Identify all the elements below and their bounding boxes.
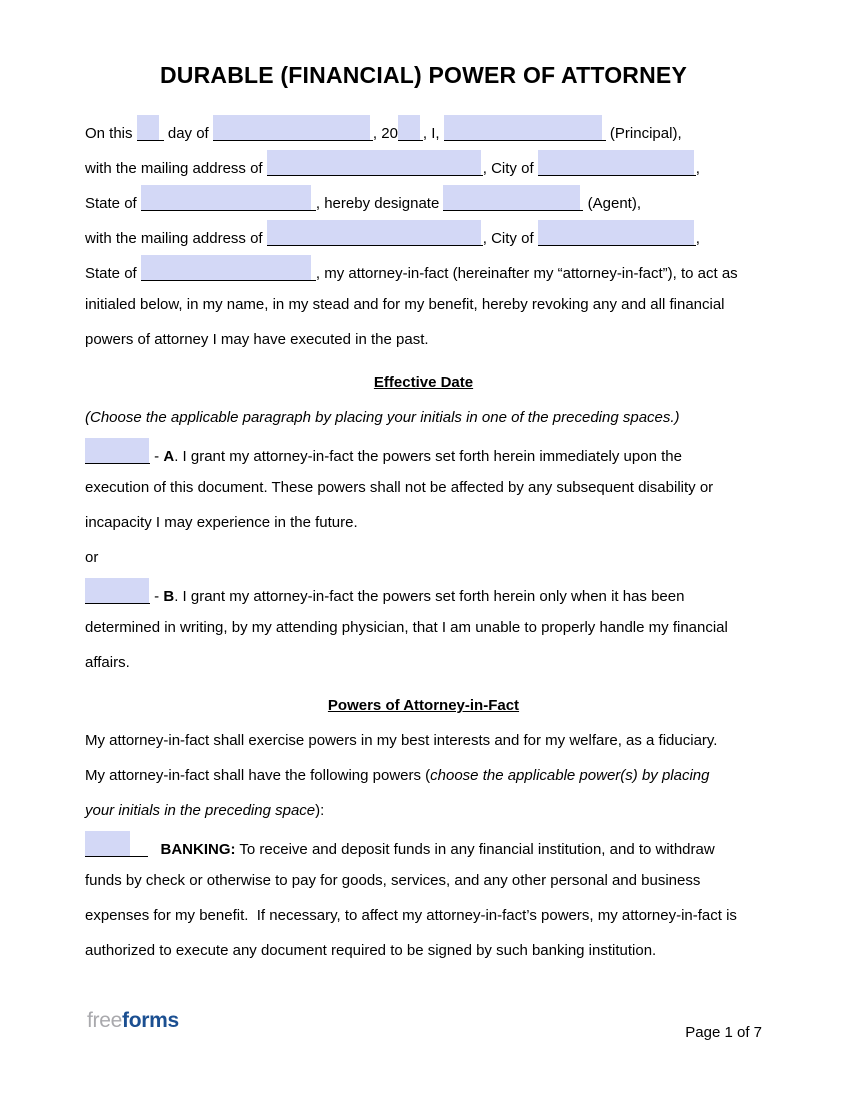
- text-run: My attorney-in-fact shall exercise powers in my best interests and for my welfare, as a fiduciary.: [85, 732, 718, 749]
- field-highlight: [85, 438, 149, 463]
- freeforms-logo: [87, 1008, 179, 1034]
- text-run: , I,: [422, 125, 444, 142]
- field-highlight: [443, 185, 580, 210]
- text-run: determined in writing, by my attending physician, that I am unable to properly handle my financial: [85, 619, 728, 636]
- heading-text: Effective Date: [373, 374, 474, 391]
- text-run: initialed below, in my name, in my stead and for my benefit, hereby revoking any and all financial: [85, 296, 725, 313]
- text-run: execution of this document. These powers shall not be affected by any subsequent disability or: [85, 479, 714, 496]
- text-run: State of: [85, 195, 141, 212]
- text-run: or: [85, 549, 99, 566]
- opening-line-4: [85, 217, 762, 252]
- banking-line-2: [85, 863, 762, 898]
- text-run: (Agent),: [583, 195, 641, 212]
- or-line: [85, 540, 762, 575]
- year-field[interactable]: [398, 115, 423, 141]
- banking-initials-field[interactable]: [85, 831, 148, 857]
- text-run: State of: [85, 265, 141, 282]
- text-run: with the mailing address of: [85, 230, 267, 247]
- effective-date-heading: [85, 365, 762, 400]
- text-run: incapacity I may experience in the future.: [85, 514, 358, 531]
- text-run: with the mailing address of: [85, 160, 267, 177]
- field-highlight: [267, 220, 481, 245]
- opening-line-2: [85, 147, 762, 182]
- heading-text: Powers of Attorney-in-Fact: [327, 697, 520, 714]
- powers-heading: [85, 688, 762, 723]
- agent-name-field[interactable]: [443, 185, 583, 211]
- text-run: , City of: [482, 160, 538, 177]
- banking-line-3: [85, 898, 762, 933]
- text-run: , hereby designate: [315, 195, 444, 212]
- field-highlight: [213, 115, 370, 140]
- text-run: . I grant my attorney-in-fact the powers set forth herein only when it has been: [174, 588, 685, 605]
- agent-address-field[interactable]: [267, 220, 483, 246]
- powers-intro-line-1: [85, 723, 762, 758]
- document-title: DURABLE (FINANCIAL) POWER OF ATTORNEY: [160, 62, 687, 88]
- option-b-line-2: [85, 610, 762, 645]
- agent-city-field[interactable]: [538, 220, 696, 246]
- option-b-initials-field[interactable]: [85, 578, 150, 604]
- text-run: (Choose the applicable paragraph by placing your initials in one of the preceding spaces.): [85, 409, 680, 426]
- banking-line-4: [85, 933, 762, 968]
- field-highlight: [85, 831, 130, 856]
- principal-name-field[interactable]: [444, 115, 606, 141]
- day-field[interactable]: [137, 115, 164, 141]
- text-run: , 20: [372, 125, 398, 142]
- option-b-line-1: [85, 575, 762, 610]
- text-run: A: [163, 448, 175, 465]
- logo-text-forms: forms: [122, 1009, 179, 1032]
- option-a-line-3: [85, 505, 762, 540]
- text-run: , City of: [482, 230, 538, 247]
- text-run: choose the applicable power(s) by placing: [430, 767, 710, 784]
- text-run: powers of attorney I may have executed in the past.: [85, 331, 429, 348]
- opening-line-1: [85, 112, 762, 147]
- month-field[interactable]: [213, 115, 373, 141]
- text-run: On this: [85, 125, 137, 142]
- opening-line-3: [85, 182, 762, 217]
- principal-state-field[interactable]: [141, 185, 316, 211]
- agent-state-field[interactable]: [141, 255, 316, 281]
- text-run: ,: [695, 230, 700, 247]
- page-number: Page 1 of 7: [685, 1024, 762, 1041]
- text-run: your initials in the preceding space: [85, 802, 316, 819]
- field-highlight: [444, 115, 602, 140]
- text-run: day of: [163, 125, 213, 142]
- opening-line-7: [85, 322, 762, 357]
- text-run: ):: [315, 802, 325, 819]
- text-run: My attorney-in-fact shall have the following powers (: [85, 767, 431, 784]
- text-run: -: [150, 448, 164, 465]
- field-highlight: [85, 578, 149, 603]
- banking-line-1: [85, 828, 762, 863]
- option-a-initials-field[interactable]: [85, 438, 150, 464]
- text-run: To receive and deposit funds in any financial institution, and to withdraw: [235, 841, 715, 858]
- text-run: (Principal),: [605, 125, 682, 142]
- option-a-line-1: [85, 435, 762, 470]
- document-body: [0, 112, 847, 968]
- text-run: -: [150, 588, 164, 605]
- field-highlight: [137, 115, 159, 140]
- text-run: expenses for my benefit. If necessary, to affect my attorney-in-fact’s powers, my attorney-in-fact is: [85, 907, 737, 924]
- field-highlight: [538, 220, 694, 245]
- text-run: [148, 841, 161, 858]
- text-run: , my attorney-in-fact (hereinafter my “attorney-in-fact”), to act as: [315, 265, 738, 282]
- text-run: ,: [695, 160, 700, 177]
- field-highlight: [267, 150, 481, 175]
- text-run: . I grant my attorney-in-fact the powers set forth herein immediately upon the: [174, 448, 682, 465]
- option-a-line-2: [85, 470, 762, 505]
- opening-line-6: [85, 287, 762, 322]
- opening-line-5: [85, 252, 762, 287]
- field-highlight: [141, 255, 311, 280]
- field-highlight: [398, 115, 420, 140]
- text-run: B: [163, 588, 175, 605]
- text-run: BANKING:: [160, 841, 236, 858]
- option-b-line-3: [85, 645, 762, 680]
- effective-date-instruction: [85, 400, 762, 435]
- principal-city-field[interactable]: [538, 150, 696, 176]
- text-run: funds by check or otherwise to pay for goods, services, and any other personal and business: [85, 872, 701, 889]
- powers-intro-line-2: [85, 758, 762, 793]
- logo-text-free: free: [87, 1009, 122, 1032]
- powers-intro-line-3: [85, 793, 762, 828]
- field-highlight: [141, 185, 311, 210]
- principal-address-field[interactable]: [267, 150, 483, 176]
- field-highlight: [538, 150, 694, 175]
- text-run: affairs.: [85, 654, 130, 671]
- text-run: authorized to execute any document required to be signed by such banking institution.: [85, 942, 657, 959]
